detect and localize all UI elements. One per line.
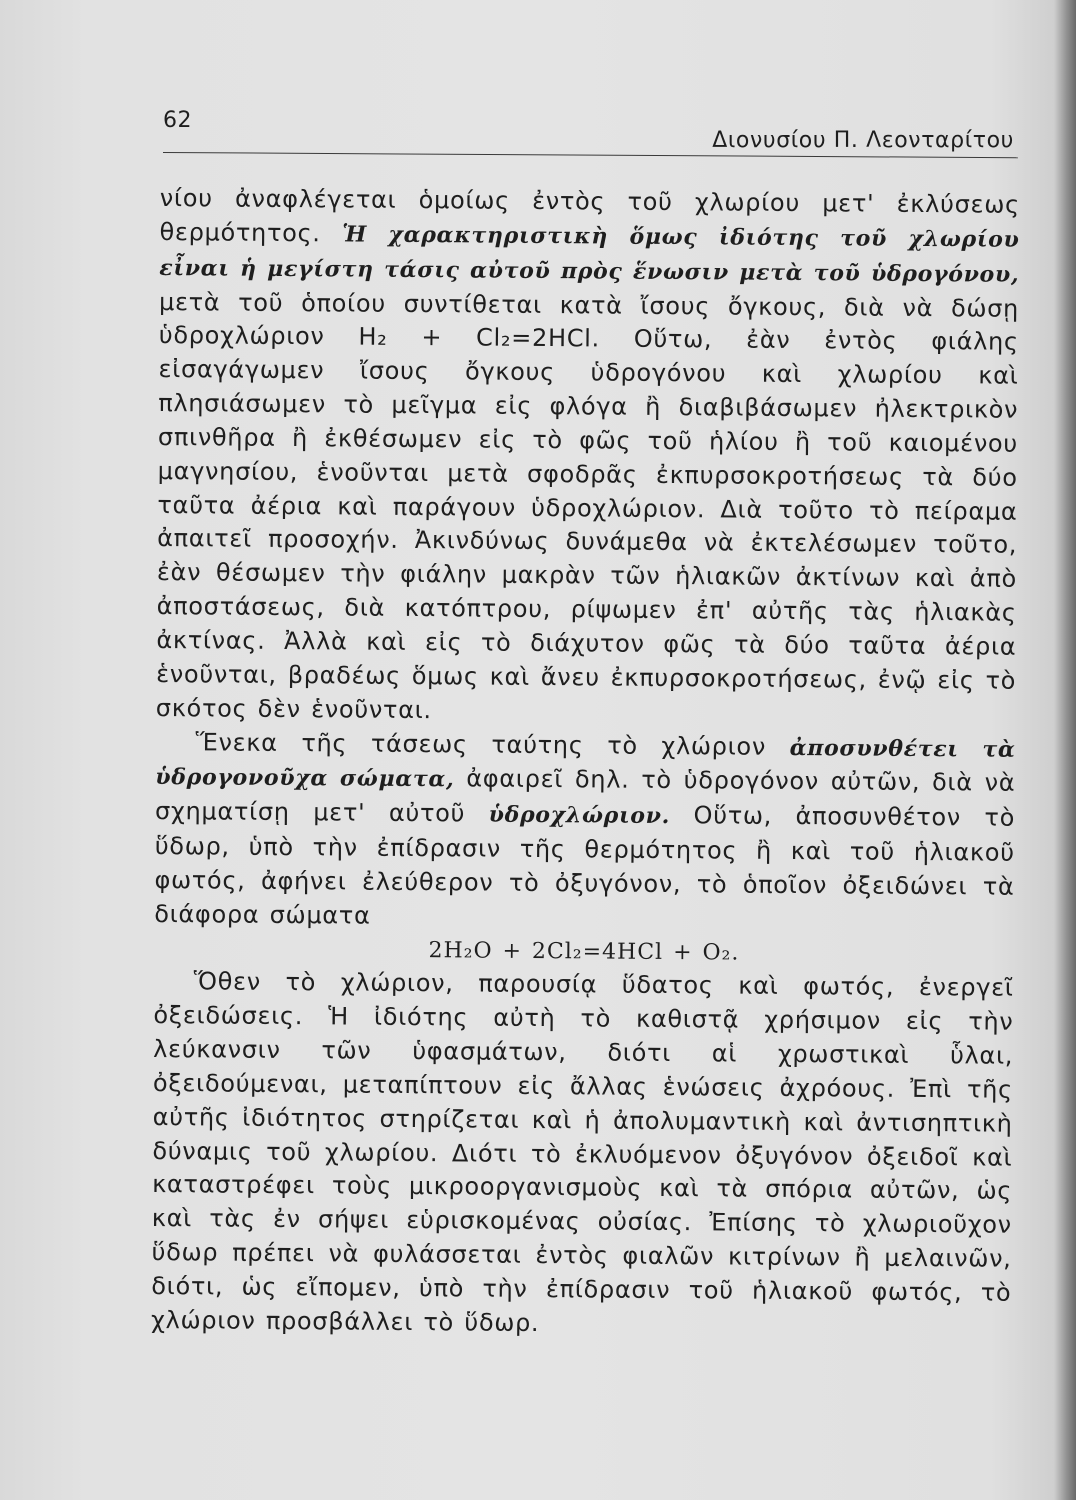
paragraph-2-text-e: Οὕτω, ἀποσυνθέτον τὸ ὕδωρ, ὑπὸ τὴν ἐπίδρασιν τῆς θερμότητος ἢ καὶ τοῦ ἡλιακοῦ φωτός, ἀφήνει ἐλεύθερον τὸ ὀξυγόνον, τὸ ὁποῖον ὀξειδώνει τὰ διάφορα σώματα [154,801,1016,930]
paragraph-2-emphasis-1: ἀποσυνθέτει τὰ ὑδρογονοῦχα σώματα, [155,734,1016,793]
running-head: Διονυσίου Π. Λεονταρίτου [712,128,1014,153]
paragraph-1-emphasis: Ἡ χαρακτηριστικὴ ὅμως ἰδιότης τοῦ χλωρίου εἶναι ἡ μεγίστη τάσις αὐτοῦ πρὸς ἕνωσιν μετὰ τοῦ ὑδρογόνου, [159,221,1020,288]
paragraph-2-text-a: Ἕνεκα τῆς τάσεως ταύτης τὸ χλώριον [195,727,790,761]
paragraph-1 [156,182,1020,732]
paragraph-1-text-a: νίου ἀναφλέγεται ὁμοίως ἐντὸς τοῦ χλωρίου μετ' ἐκλύσεως θερμότητος. [159,183,1020,248]
chemical-formula: 2H₂O + 2Cl₂=4HCl + O₂. [428,937,740,966]
page-edge-shadow [1054,0,1076,1500]
paragraph-2 [154,725,1016,938]
page-number: 62 [163,108,192,133]
paragraph-3: Ὅθεν τὸ χλώριον, παρουσίᾳ ὕδατος καὶ φωτός, ἐνεργεῖ ὀξειδώσεις. Ἡ ἰδιότης αὐτὴ τὸ καθιστᾷ χρήσιμον εἰς τὴν λεύκανσιν τῶν ὑφασμάτων, διότι αἱ χρωστικαὶ ὗλαι, ὀξειδούμεναι, μεταπίπτουν εἰς ἄλλας ἑνώσεις ἀχρόους. Ἐπὶ τῆς αὐτῆς ἰδιότητος στηρίζεται καὶ ἡ ἀπολυμαντικὴ καὶ ἀντισηπτικὴ δύναμις τοῦ χλωρίου. Διότι τὸ ἐκλυόμενον ὀξυγόνον ὀξειδοῖ καὶ καταστρέφει τοὺς μικροοργανισμοὺς καὶ τὰ σπόρια αὐτῶν, ὡς καὶ τὰς ἐν σήψει εὑρισκομένας οὐσίας. Ἐπίσης τὸ χλωριοῦχον ὕδωρ πρέπει νὰ φυλάσσεται ἐντὸς φιαλῶν κιτρίνων ἢ μελαινῶν, διότι, ὡς εἴπομεν, ὑπὸ τὴν ἐπίδρασιν τοῦ ἡλιακοῦ φωτός, τὸ χλώριον προσβάλλει τὸ ὕδωρ. [150,967,1014,1337]
paragraph-2-text-c: ἀφαιρεῖ δηλ. τὸ ὑδρογόνον αὐτῶν, διὰ νὰ σχηματίσῃ μετ' αὐτοῦ [154,764,1016,828]
body-text [151,182,1020,1344]
paragraph-1-text-c: μετὰ τοῦ ὁποίου συντίθεται κατὰ ἴσους ὄγκους, διὰ νὰ δώσῃ ὑδροχλώριον H₂ + Cl₂=2HCl. Οὕτω, ἐὰν ἐντὸς φιάλης εἰσαγάγωμεν ἴσους ὄγκους ὑδρογόνου καὶ χλωρίου καὶ πλησιάσωμεν τὸ μεῖγμα εἰς φλόγα ἢ διαβιβάσωμεν ἠλεκτρικὸν σπινθῆρα ἢ ἐκθέσωμεν εἰς τὸ φῶς τοῦ ἡλίου ἢ τοῦ καιομένου μαγνησίου, ἑνοῦνται μετὰ σφοδρᾶς ἐκπυρσοκροτήσεως τὰ δύο ταῦτα ἀέρια καὶ παράγουν ὑδροχλώριον. Διὰ τοῦτο τὸ πείραμα ἀπαιτεῖ προσοχήν. Ἀκινδύνως δυνάμεθα νὰ ἐκτελέσωμεν τοῦτο, ἐὰν θέσωμεν τὴν φιάλην μακρὰν τῶν ἡλιακῶν ἀκτίνων καὶ ἀπὸ ἀποστάσεως, διὰ κατόπτρου, ρίψωμεν ἐπ' αὐτῆς τὰς ἡλιακὰς ἀκτίνας. Ἀλλὰ καὶ εἰς τὸ διάχυτον φῶς τὰ δύο ταῦτα ἀέρια ἑνοῦνται, βραδέως ὅμως καὶ ἄνευ ἐκπυρσοκροτήσεως, ἐνῷ εἰς τὸ σκότος δὲν ἑνοῦνται. [155,287,1020,724]
paragraph-2-emphasis-2: ὑδροχλώριον. [488,801,671,830]
